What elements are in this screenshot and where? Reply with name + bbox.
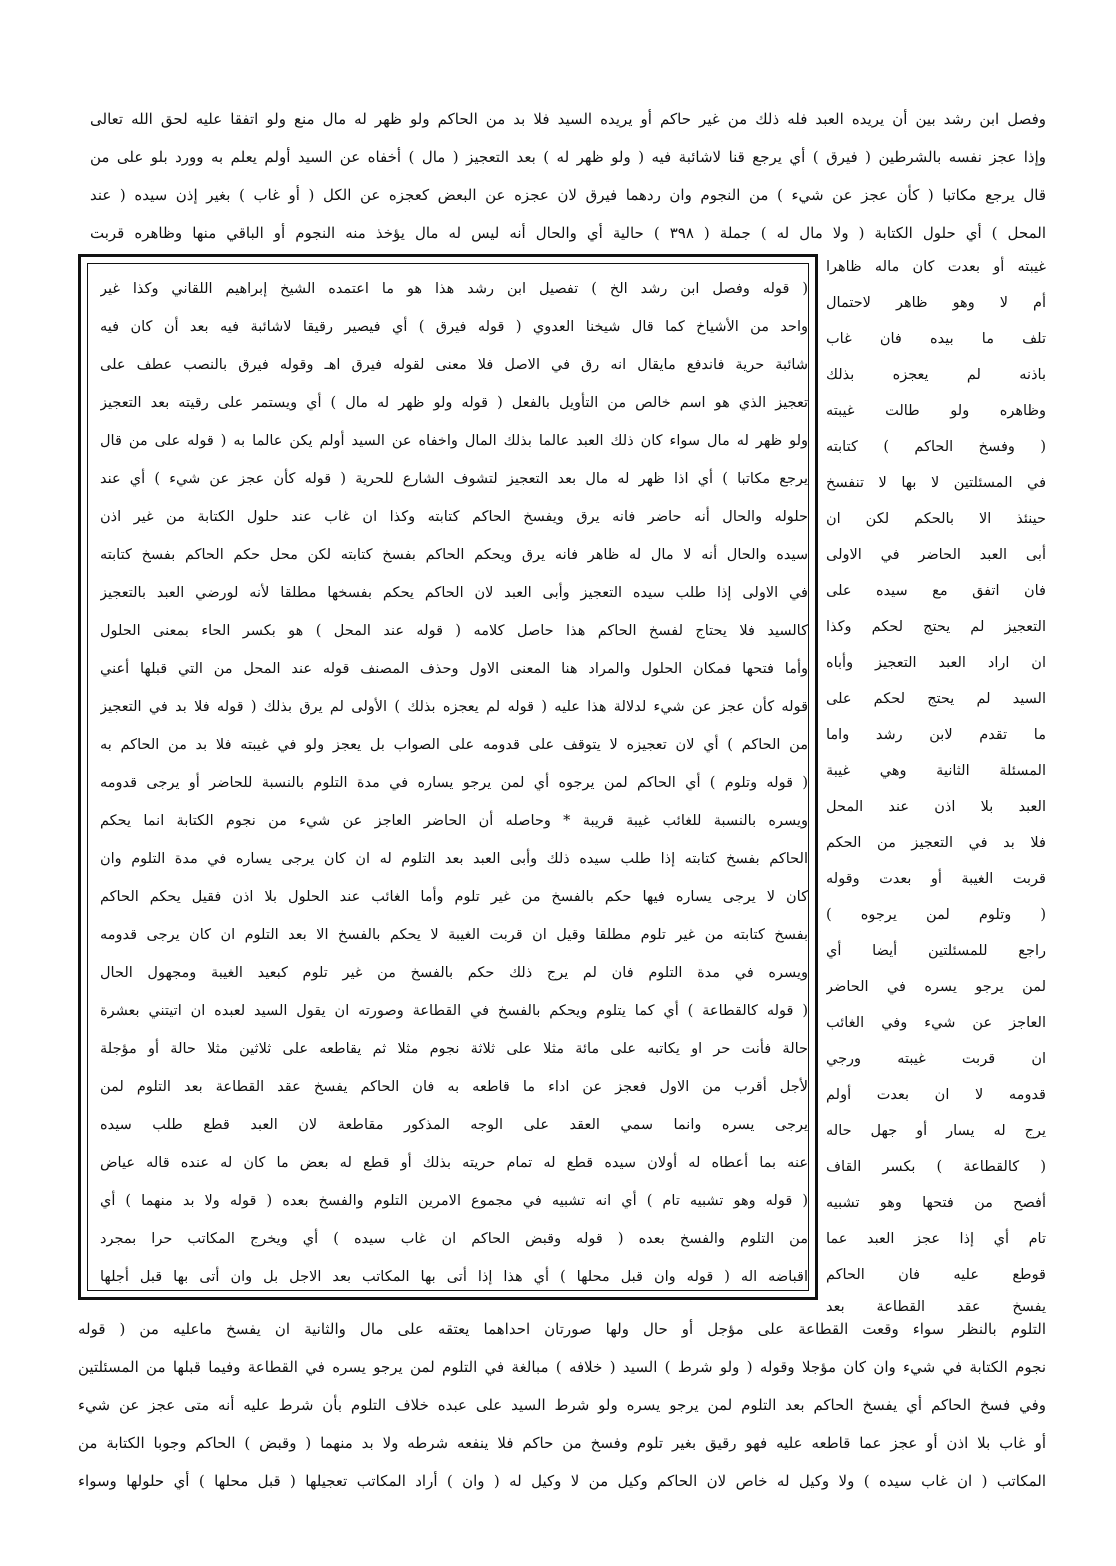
main-top-line: وفصل ابن رشد بين أن يريده العبد فله ذلك من غير حاكم أو يريده السيد فلا بد من الحاكم ولو ظهر له مال منع ولو اتفقا عليه لحق الله تعالى [90,110,1046,128]
commentary-line: ويسره بالنسبة للغائب غيبة قريبة * وحاصله أن الحاضر العاجز عن شيء من نجوم الكتابة انما يحكم [100,813,808,829]
commentary-line: ولو ظهر له مال سواء كان ذلك العبد عالما بذلك المال واخفاه عن السيد أولم يكن عالما به ( قوله على من قال [100,433,808,449]
main-top-line: المحل ) أي حلول الكتابة ( ولا مال له ) جملة ( ٣٩٨ ) حالية أي والحال أنه ليس له مال يؤخذ منه النجوم أو الباقي منها وظاهره قربت [90,224,1046,242]
main-top-line: وإذا عجز نفسه بالشرطين ( فيرق ) أي يرجع قنا لاشائبة فيه ( ولو ظهر له ) بعد التعجيز ( مال ) أخفاه عن السيد أولم يعلم به وورد بلو على من [90,148,1046,166]
commentary-line: لأجل أقرب من الاول فعجز عن اداء ما قاطعه به فان الحاكم يفسخ عقد القطاعة بعد التلوم لمن [100,1079,808,1095]
commentary-line: الحاكم بفسخ كتابته إذا طلب سيده ذلك وأبى العبد بعد التلوم له ان كان يرجى يساره في مدة التلوم وان [100,851,808,867]
commentary-line: كان لا يرجى يساره فيها حكم بالفسخ من غير تلوم وأما الغائب عند الحلول بلا اذن فقيل يحكم الحاكم [100,889,808,905]
commentary-line: ( قوله وهو تشبيه تام ) أي انه تشبيه في مجموع الامرين التلوم والفسخ بعده ( قوله ولا بد منهما ) أي [100,1193,808,1209]
commentary-line: ( قوله وفصل ابن رشد الخ ) تفصيل ابن رشد هذا هو ما اعتمده الشيخ إبراهيم اللقاني وكذا غير [100,281,808,297]
main-bottom-line: المكاتب ( ان غاب سيده ) ولا وكيل له خاص لان الحاكم وكيل من لا وكيل له ( وان ) أراد المكاتب تعجيلها ( قبل محلها ) أي حلولها وسواء [78,1472,1046,1490]
side-line: ان اراد العبد التعجيز وأباه [826,655,1046,671]
side-line: في المسئلتين لا بها لا تنفسخ [826,475,1046,491]
side-line: حينئذ الا بالحكم لكن ان [826,511,1046,527]
side-line: ( وتلوم لمن يرجوه ) [826,907,1046,923]
side-line: فان اتفق مع سيده على [826,583,1046,599]
commentary-line: واحد من الأشياخ كما قال شيخنا العدوي ( قوله فيرق ) أي فيصير رقيقا لاشائبة فيه بعد أن كان فيه [100,319,808,335]
side-line: تلف ما بيده فان غاب [826,331,1046,347]
side-line: ما تقدم لابن رشد واما [826,727,1046,743]
side-line: العاجز عن شيء وفي الغائب [826,1015,1046,1031]
commentary-line: من التلوم والفسخ بعده ( قوله وقبض الحاكم ان غاب سيده ) أي ويخرج المكاتب حرا بمجرد [100,1231,808,1247]
side-line: أفصح من فتحها وهو تشبيه [826,1195,1046,1211]
side-line: وظاهره ولو طالت غيبته [826,403,1046,419]
side-line: باذنه لم يعجزه بذلك [826,367,1046,383]
commentary-line: ( قوله كالقطاعة ) أي كما يتلوم ويحكم بالفسخ في القطاعة وصورته ان يقول السيد لعبده ان اتيتني بعشرة [100,1003,808,1019]
side-line: ان قربت غيبته ورجي [826,1051,1046,1067]
side-line: السيد لم يحتج لحكم على [826,691,1046,707]
commentary-line: في الاولى إذا طلب سيده التعجيز وأبى العبد لان الحاكم يحكم بفسخها مطلقا لأنه لورضي العبد بالتعجيز [100,585,808,601]
side-line: أم لا وهو ظاهر لاحتمال [826,295,1046,311]
commentary-line: كالسيد فلا يحتاج لفسخ الحاكم هذا حاصل كلامه ( قوله عند المحل ) هو بكسر الحاء بمعنى الحلول [100,623,808,639]
commentary-line: اقباضه اله ( قوله وان قبل محلها ) أي هذا إذا أتى بها المكاتب بعد الاجل بل وان أتى بها قبل أجلها [100,1269,808,1285]
side-line: يرج له يسار أو جهل حاله [826,1123,1046,1139]
side-line: لمن يرجو يسره في الحاضر [826,979,1046,995]
side-line: التعجيز لم يحتج لحكم وكذا [826,619,1046,635]
side-line: العبد بلا اذن عند المحل [826,799,1046,815]
main-top-line: قال يرجع مكاتبا ( كأن عجز عن شيء ) من النجوم وان ردهما فيرق لان عجزه عن البعض كعجزه عن الكل ( أو غاب ) بغير إذن سيده ( عند [90,186,1046,204]
side-line: ( كالقطاعة ) بكسر القاف [826,1159,1046,1175]
main-bottom-line: التلوم بالنظر سواء وقعت القطاعة على مؤجل أو حال ولها صورتان احداهما يعتقه على مال والثانية ان يفسخ ماعليه من ( قوله [78,1320,1046,1338]
side-line: المسئلة الثانية وهي غيبة [826,763,1046,779]
main-bottom-line: وفي فسخ الحاكم أي يفسخ الحاكم بعد التلوم لمن يرجو يسره ولو شرط السيد على عبده خلاف التلوم بأن شرط عليه أنه متى عجز عن شيء [78,1396,1046,1414]
commentary-line: وأما فتحها فمكان الحلول والمراد هنا المعنى الاول وحذف المصنف قوله عند المحل من التي قبلها أعني [100,661,808,677]
main-bottom-line: أو غاب بلا اذن أو عجز عما قاطعه عليه فهو رقيق بغير تلوم وفسخ من حاكم فلا ينفعه شرطه ولا بد منهما ( وقبض ) الحاكم وجوبا الكتابة من [78,1434,1046,1452]
side-line: ( وفسخ الحاكم ) كتابته [826,439,1046,455]
commentary-line: ويسره في مدة التلوم فان لم يرج ذلك حكم بالفسخ من غير تلوم كبعيد الغيبة ومجهول الحال [100,965,808,981]
side-line: قربت الغيبة أو بعدت وقوله [826,871,1046,887]
commentary-line: تعجيز الذي هو اسم خالص من التأويل بالفعل ( قوله ولو ظهر له مال ) أي ويستمر على رقيته بعد التعجيز [100,395,808,411]
side-line: تام أي إذا عجز العبد عما [826,1231,1046,1247]
side-line: غيبته أو بعدت كان ماله ظاهرا [826,259,1046,275]
commentary-line: قوله كأن عجز عن شيء لدلالة هذا عليه ( قوله لم يعجزه بذلك ) الأولى لم يرق بذلك ( قوله فلا بد في التعجيز [100,699,808,715]
commentary-line: حلوله والحال أنه حاضر فانه يرق ويفسخ الحاكم كتابته وكذا ان غاب عند حلول الكتابة من غير اذن [100,509,808,525]
commentary-line: من الحاكم ) أي لان تعجيزه لا يتوقف على قدومه على الصواب بل يعجز ولو في غيبته فلا بد من الحاكم به [100,737,808,753]
commentary-line: شائبة حرية فاندفع مايقال انه رق في الاصل فلا معنى لقوله فيرق اهـ وقوله فيرق بالنصب عطف على [100,357,808,373]
side-line: قدومه لا ان بعدت أولم [826,1087,1046,1103]
side-line: يفسخ عقد القطاعة بعد [826,1299,1046,1315]
side-line: راجع للمسئلتين أيضا أي [826,943,1046,959]
side-line: أبى العبد الحاضر في الاولى [826,547,1046,563]
commentary-line: عنه بما أعطاه له أولان سيده قطع له تمام حريته بذلك أو قطع له بعض ما كان له عنده قاله عياض [100,1155,808,1171]
commentary-line: يرجى يسره وانما سمي العقد على الوجه المذكور مقاطعة لان العبد قطع طلب سيده [100,1117,808,1133]
side-line: قوطع عليه فان الحاكم [826,1267,1046,1283]
commentary-line: سيده والحال أنه لا مال له ظاهر فانه يرق ويحكم الحاكم بفسخ كتابته لكن محل حكم الحاكم بفسخ كتابته [100,547,808,563]
commentary-line: يرجع مكاتبا ) أي اذا ظهر له مال بعد التعجيز لتشوف الشارع للحرية ( قوله كأن عجز عن شيء ) أي عند [100,471,808,487]
commentary-line: بفسخ كتابته من غير تلوم مطلقا وقيل ان قربت الغيبة لا يحكم بالفسخ الا بعد التلوم ان كان يرجى قدومه [100,927,808,943]
commentary-line: ( قوله وتلوم ) أي الحاكم لمن يرجوه أي لمن يرجو يساره في مدة التلوم بالنسبة للحاضر أو يرجى قدومه [100,775,808,791]
main-bottom-line: نجوم الكتابة في شيء وان كان مؤجلا وقوله ( ولو شرط ) السيد ( خلافه ) مبالغة في التلوم لمن يرجو يسره في القطاعة وفيما قبلها من المسئلتين [78,1358,1046,1376]
commentary-line: حالة فأنت حر او يكاتبه على مائة مثلا على ثلاثة نجوم مثلا ثم يقاطعه على ثلاثين مثلا حالة أو مؤجلة [100,1041,808,1057]
side-line: فلا بد في التعجيز من الحكم [826,835,1046,851]
